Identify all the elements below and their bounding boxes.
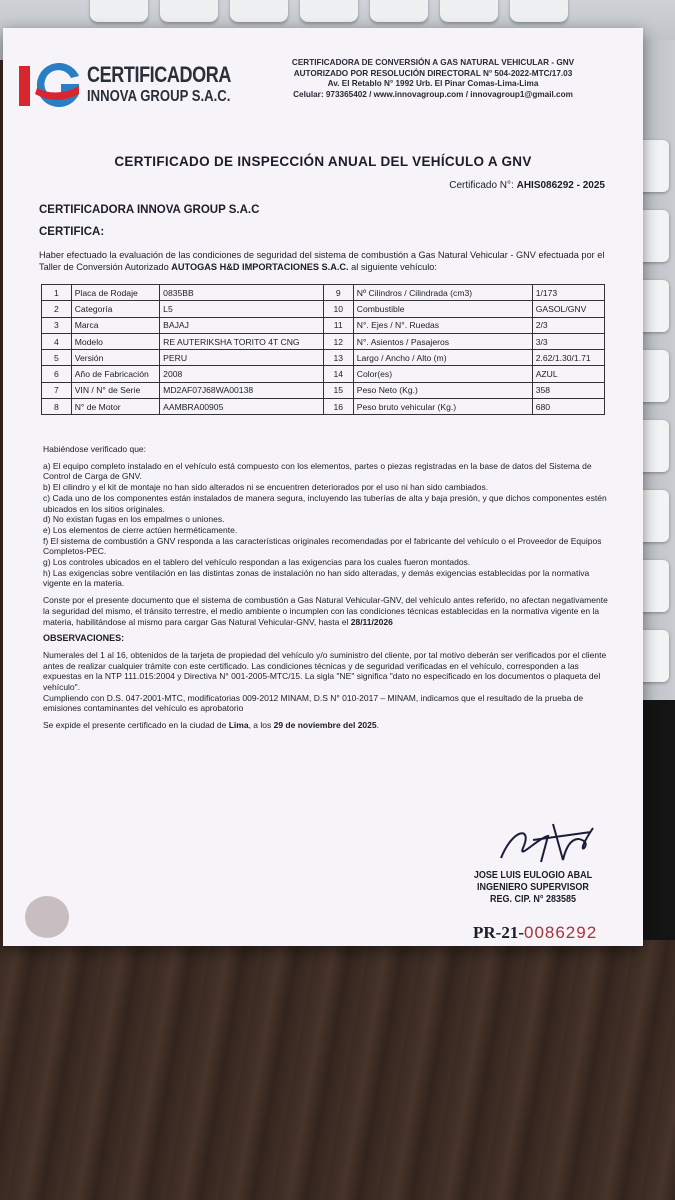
field-label: Peso bruto vehicular (Kg.) (353, 399, 532, 415)
signer-block (443, 870, 623, 906)
signer-name: JOSE LUIS EULOGIO ABAL (473, 870, 593, 881)
field-value: L5 (160, 301, 324, 317)
field-label: Combustible (353, 301, 532, 317)
item-a: a) El equipo completo instalado en el vehículo está compuesto con los elementos, partes o piezas registradas en la base de datos del Sistema de Control de Carga de GNV. (43, 460, 592, 482)
certificate-paper (3, 28, 643, 946)
field-label: Versión (71, 350, 159, 366)
ig-logo-icon (17, 58, 83, 112)
row-number: 11 (323, 317, 353, 333)
field-label: N°. Asientos / Pasajeros (353, 333, 532, 349)
field-value: PERU (160, 350, 324, 366)
valid-until-date: 28/11/2026 (350, 616, 393, 627)
form-serial-number: 0086292 (523, 923, 598, 942)
field-label: Modelo (71, 333, 159, 349)
table-row (42, 382, 605, 398)
signer-role: INGENIERO SUPERVISOR (477, 882, 589, 893)
field-label: Nº Cilindros / Cilindrada (cm3) (353, 285, 532, 301)
table-row (42, 301, 605, 317)
field-value: 1/173 (532, 285, 604, 301)
table-row (42, 399, 605, 415)
vehicle-table (41, 284, 605, 415)
field-label: Categoría (71, 301, 159, 317)
organization-name: CERTIFICADORA INNOVA GROUP S.A.C (39, 204, 260, 216)
field-value: MD2AF07J68WA00138 (160, 382, 324, 398)
wooden-table (0, 940, 675, 1200)
field-value: 2/3 (532, 317, 604, 333)
intro-paragraph: Haber efectuado la evaluación de las condiciones de seguridad del sistema de combustión a Gas Natural Vehicular - GNV efectuada por el Taller de Conversión Autorizado AUTOGAS H&D IMPORTACIONES S.A.C. al siguiente vehículo: (39, 250, 605, 272)
row-number: 2 (42, 301, 72, 317)
item-f: f) El sistema de combustión a GNV responda a las características originales recomendadas por el fabricante del vehículo o el Proveedor de Equipos Completos-PEC. (43, 535, 602, 557)
row-number: 7 (42, 382, 72, 398)
row-number: 13 (323, 350, 353, 366)
item-e: e) Los elementos de cierre actúen herméticamente. (43, 524, 238, 535)
row-number: 10 (323, 301, 353, 317)
table-row (42, 350, 605, 366)
field-label: N° de Motor (71, 399, 159, 415)
field-value: AAMBRA00905 (160, 399, 324, 415)
verification-body (43, 444, 608, 731)
row-number: 1 (42, 285, 72, 301)
row-number: 12 (323, 333, 353, 349)
form-serial: PR-21-0086292 (473, 923, 598, 942)
field-value: 3/3 (532, 333, 604, 349)
company-logo (17, 58, 231, 118)
table-row (42, 333, 605, 349)
field-label: VIN / N° de Serie (71, 382, 159, 398)
field-label: Placa de Rodaje (71, 285, 159, 301)
workshop-name: AUTOGAS H&D IMPORTACIONES S.A.C. (171, 261, 349, 272)
verified-intro: Habiéndose verificado que: (43, 444, 147, 454)
certifica-heading: CERTIFICA: (39, 226, 105, 238)
logo-text-line2: INNOVA GROUP S.A.C. (87, 88, 231, 105)
table-row (42, 285, 605, 301)
field-label: Peso Neto (Kg.) (353, 382, 532, 398)
header-line3: Av. El Retablo N° 1992 Urb. El Pinar Comas-Lima-Lima (327, 79, 539, 88)
logo-text-line1: CERTIFICADORA (87, 62, 231, 87)
item-h: h) Las exigencias sobre ventilación en las distintas zonas de instalación no han sido alteradas, y demás exigencias establecidas por la normativa vigente en la materia. (43, 567, 590, 589)
row-number: 3 (42, 317, 72, 333)
field-value: RE AUTERIKSHA TORITO 4T CNG (160, 333, 324, 349)
field-label: Color(es) (353, 366, 532, 382)
item-b: b) El cilindro y el kit de montaje no han sido alterados ni se encuentren deteriorados por el uso ni han sido cambiados. (43, 482, 489, 493)
header-line2: AUTORIZADO POR RESOLUCIÓN DIRECTORAL N° 504-2022-MTC/17.03 (293, 68, 573, 78)
item-d: d) No existan fugas en los empalmes o uniones. (43, 514, 225, 525)
issued-statement: Se expide el presente certificado en la ciudad de Lima, a los 29 de noviembre del 2025. (43, 720, 379, 731)
table-row (42, 317, 605, 333)
row-number: 6 (42, 366, 72, 382)
field-label: Año de Fabricación (71, 366, 159, 382)
row-number: 9 (323, 285, 353, 301)
field-value: 358 (532, 382, 604, 398)
row-number: 4 (42, 333, 72, 349)
row-number: 14 (323, 366, 353, 382)
field-value: GASOL/GNV (532, 301, 604, 317)
field-label: Largo / Ancho / Alto (m) (353, 350, 532, 366)
signer-registration: REG. CIP. N° 283585 (489, 894, 576, 905)
item-g: g) Los controles ubicados en el tablero del vehículo respondan a las exigencias para los cuales fueron montados. (43, 557, 471, 568)
row-number: 8 (42, 399, 72, 415)
field-value: 2008 (160, 366, 324, 382)
certificate-number-label: Certificado N°: (449, 180, 514, 191)
certificate-number (449, 180, 605, 191)
header-line1: CERTIFICADORA DE CONVERSIÓN A GAS NATURAL VEHICULAR - GNV (291, 58, 575, 67)
row-number: 15 (323, 382, 353, 398)
field-value: BAJAJ (160, 317, 324, 333)
row-number: 16 (323, 399, 353, 415)
field-value: 0835BB (160, 285, 324, 301)
document-title: CERTIFICADO DE INSPECCIÓN ANUAL DEL VEHÍCULO A GNV (114, 154, 532, 169)
header-info (243, 58, 623, 100)
field-value: 680 (532, 399, 604, 415)
stamp-mark (25, 896, 69, 938)
handwritten-signature (493, 818, 603, 868)
observation-1: Numerales del 1 al 16, obtenidos de la tarjeta de propiedad del vehículo y/o suministro del cliente, por tal motivo deberán ser verificados por el cliente antes de realizar cualquier trámite con este certificado. Las condiciones técnicas y de seguridad verificadas en el vehículo, corresponden a las expuestas en la NTP 111.015:2004 y Directiva N° 001-2005-MTC/15. La sigla "NE" significa "dato no especificado en los documentos o plaqueta del vehículo". (43, 649, 607, 693)
field-value: 2.62/1.30/1.71 (532, 350, 604, 366)
observations-heading: OBSERVACIONES: (43, 633, 125, 644)
observation-2: Cumpliendo con D.S. 047-2001-MTC, modificatorias 009-2012 MINAM, D.S N° 010-2017 – MINAM, indicamos que el resultado de la prueba de emisiones contaminantes del vehículo es aprobatorio (43, 692, 584, 714)
table-row (42, 366, 605, 382)
field-label: Marca (71, 317, 159, 333)
field-value: AZUL (532, 366, 604, 382)
header-line4: Celular: 973365402 / www.innovagroup.com / innovagroup1@gmail.com (293, 89, 573, 99)
row-number: 5 (42, 350, 72, 366)
field-label: N°. Ejes / N°. Ruedas (353, 317, 532, 333)
certificate-number-value: AHIS086292 - 2025 (516, 180, 605, 191)
item-c: c) Cada uno de los componentes están instalados de manera segura, incluyendo las tuberías de alta y baja presión, y que dichos componentes estén ubicados en los sitios originales. (43, 492, 607, 514)
conste-paragraph: Conste por el presente documento que el sistema de combustión a Gas Natural Vehicular-GNV, del vehículo antes referido, no afectan negativamente la seguridad del mismo, el tránsito terrestre, el medio ambiente o incumplen con las condiciones técnicas establecidas en la normativa vigente en la materia, habilitándose al mismo para cargar Gas Natural Vehicular-GNV, hasta el 28/11/2026 (43, 595, 608, 627)
